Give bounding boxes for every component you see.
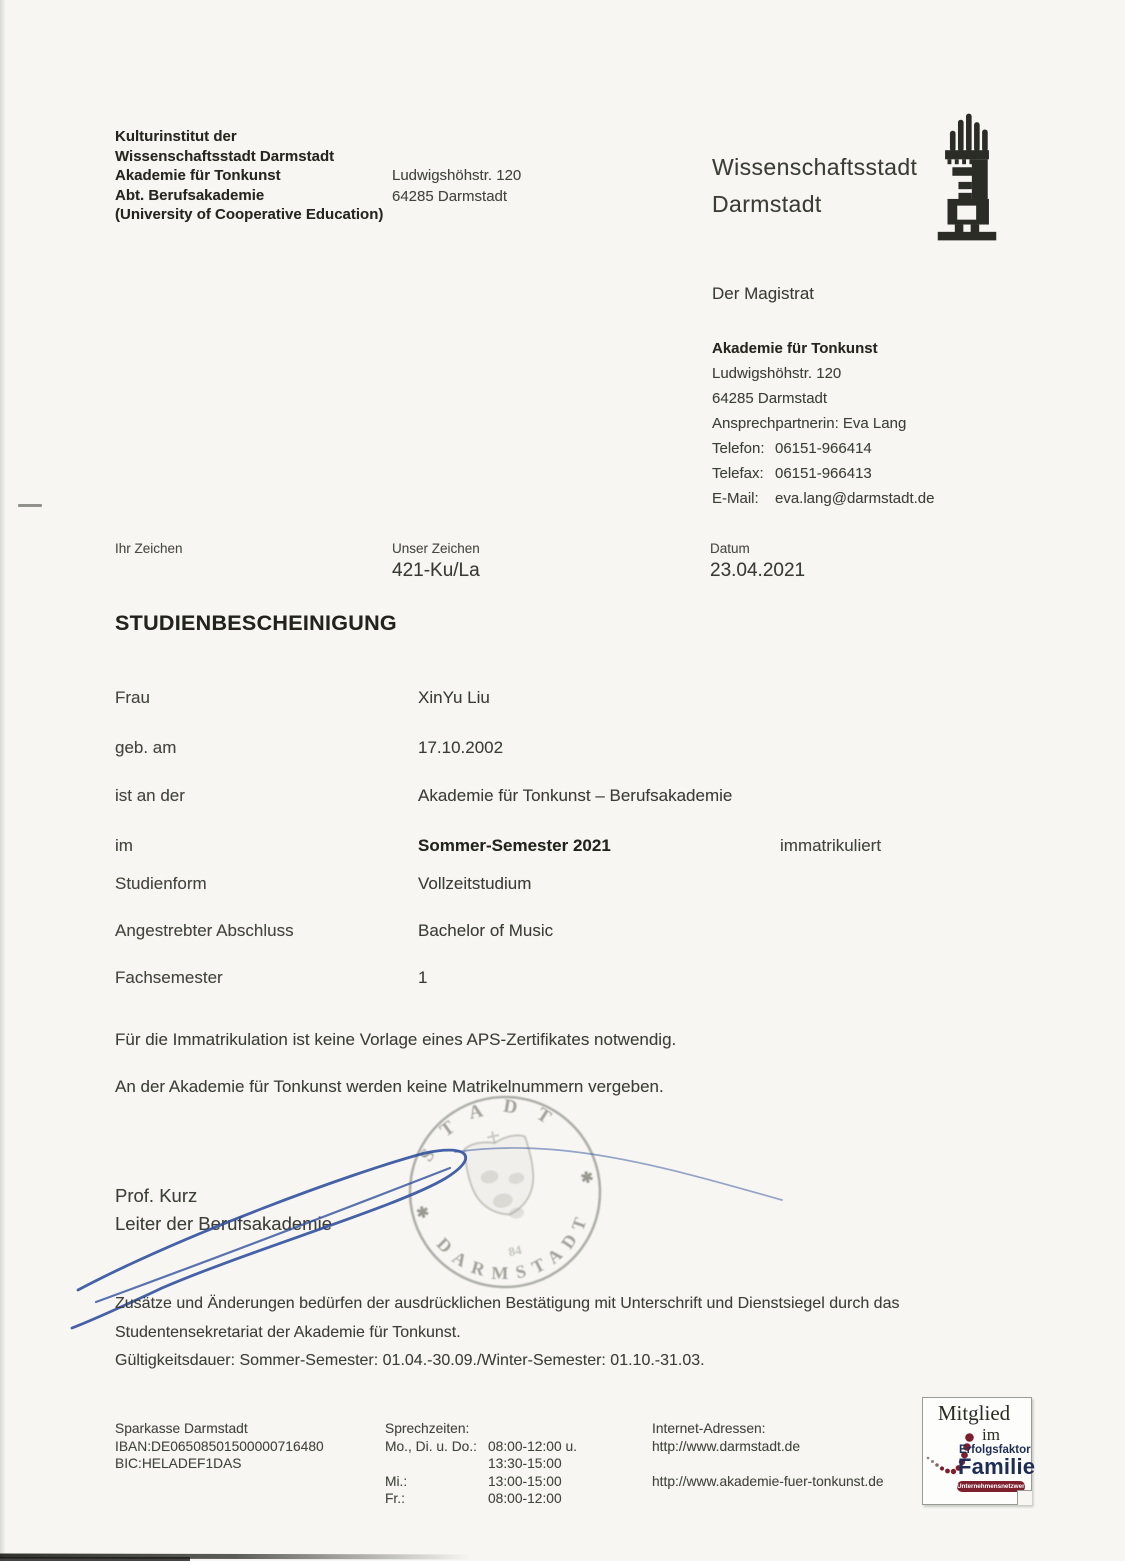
hours-time: 13:00-15:00 [488, 1473, 562, 1489]
contact-street: Ludwigshöhstr. 120 [712, 365, 842, 382]
contact-person: Ansprechpartnerin: Eva Lang [712, 415, 907, 432]
field-value-semester: Sommer-Semester 2021 [418, 836, 611, 855]
unser-zeichen-label: Unser Zeichen [392, 541, 480, 556]
hours-time: 08:00-12:00 [488, 1491, 562, 1506]
field-label: Fachsemester [115, 968, 223, 987]
sender-line: Abt. Berufsakademie [115, 186, 265, 204]
contact-telefax-row [712, 461, 935, 486]
hours-day: Fr.: [385, 1491, 405, 1506]
immatrikuliert-text: immatrikuliert [780, 836, 882, 855]
badge-im-text: im [982, 1425, 1000, 1444]
field-row [0, 874, 1125, 904]
field-label: geb. am [115, 738, 177, 757]
stamp-star-right: ✱ [579, 1169, 596, 1188]
field-value: XinYu Liu [418, 688, 490, 707]
badge-familie-text: Familie [958, 1454, 1036, 1479]
badge-banner-text: Unternehmensnetzwerk [957, 1483, 1029, 1490]
internet-title: Internet-Adressen: [652, 1421, 766, 1436]
field-label: Frau [115, 688, 150, 707]
field-value: Akademie für Tonkunst – Berufsakademie [418, 786, 733, 805]
email-value: eva.lang@darmstadt.de [775, 490, 935, 507]
contact-city: 64285 Darmstadt [712, 390, 828, 407]
hours-row [385, 1473, 577, 1491]
bank-block [115, 1420, 324, 1473]
field-value: Vollzeitstudium [418, 874, 532, 893]
badge-folded-corner [1017, 1490, 1032, 1505]
footnote-line: Studentensekretariat der Akademie für Tonkunst. [115, 1323, 461, 1341]
fold-mark [18, 504, 42, 507]
contact-email-row [712, 486, 935, 511]
signer-name: Prof. Kurz [115, 1185, 198, 1206]
url-akademie: http://www.akademie-fuer-tonkunst.de [652, 1473, 884, 1489]
sender-line: Akademie für Tonkunst [115, 167, 281, 184]
email-label: E-Mail: [712, 490, 759, 507]
sender-street: Ludwigshöhstr. 120 [392, 167, 522, 184]
darmstadt-tower-logo [928, 112, 1006, 242]
field-label: Angestrebter Abschluss [115, 921, 294, 940]
field-row [0, 688, 1125, 718]
badge-erfolgsfaktor-text: Erfolgsfaktor [959, 1444, 1031, 1456]
sender-line: Wissenschaftsstadt Darmstadt [115, 147, 335, 165]
contact-block [712, 336, 935, 511]
sender-address [392, 165, 521, 207]
stamp-top-text: STADT [416, 1095, 571, 1166]
magistrat-line: Der Magistrat [712, 284, 815, 303]
field-value: Bachelor of Music [418, 921, 554, 940]
stamp-bottom-text: DARMSTADT [432, 1206, 594, 1284]
field-row [0, 738, 1125, 768]
badge-mitglied-text: Mitglied [937, 1401, 1011, 1425]
telefax-value: 06151-966413 [775, 465, 872, 482]
footnote-block [115, 1290, 899, 1376]
aps-paragraph: Für die Immatrikulation ist keine Vorlage eines APS-Zertifikates notwendig. [115, 1030, 677, 1049]
field-value: 1 [418, 968, 428, 987]
contact-telefon-row [712, 436, 935, 461]
bank-iban: IBAN:DE06508501500000716480 [115, 1438, 324, 1454]
url-darmstadt: http://www.darmstadt.de [652, 1438, 800, 1454]
erfolgsfaktor-familie-badge [922, 1397, 1036, 1505]
hours-time: 08:00-12:00 u. [488, 1438, 577, 1454]
datum-value: 23.04.2021 [710, 560, 806, 581]
hours-day: Mo., Di. u. Do.: [385, 1438, 478, 1454]
internet-block [652, 1420, 884, 1490]
stamp-number: 84 [507, 1242, 523, 1260]
telefax-label: Telefax: [712, 465, 764, 482]
footnote-line: Zusätze und Änderungen bedürfen der ausdrücklichen Bestätigung mit Unterschrift und Dienstsiegel durch das [115, 1295, 900, 1312]
hours-row [385, 1455, 577, 1473]
field-row [0, 968, 1125, 998]
field-label: im [115, 836, 133, 855]
scan-bottom-artifact-dark [0, 1557, 190, 1561]
hours-time: 13:30-15:00 [488, 1456, 562, 1471]
page-title: STUDIENBESCHEINIGUNG [115, 611, 397, 635]
field-row [0, 921, 1125, 951]
city-title-line1: Wissenschaftsstadt [712, 154, 918, 180]
sender-city: 64285 Darmstadt [392, 188, 508, 205]
scan-left-edge-shadow [0, 0, 6, 1561]
hours-row [385, 1490, 577, 1508]
matrikel-paragraph: An der Akademie für Tonkunst werden keine Matrikelnummern vergeben. [115, 1077, 664, 1096]
field-label: Studienform [115, 874, 207, 893]
unser-zeichen-value: 421-Ku/La [392, 560, 480, 581]
field-row [0, 786, 1125, 816]
sender-block [115, 127, 383, 225]
footnote-line: Gültigkeitsdauer: Sommer-Semester: 01.04.-30.09./Winter-Semester: 01.10.-31.03. [115, 1352, 705, 1369]
city-title [712, 149, 917, 223]
hours-title: Sprechzeiten: [385, 1421, 470, 1436]
field-row [0, 836, 1125, 866]
datum-label: Datum [710, 541, 750, 556]
stamp-star-left: ✱ [415, 1204, 431, 1223]
city-title-line2: Darmstadt [712, 191, 822, 217]
bank-bic: BIC:HELADEF1DAS [115, 1456, 242, 1471]
hours-day: Mi.: [385, 1473, 408, 1489]
field-label: ist an der [115, 786, 185, 805]
sender-line: (University of Cooperative Education) [115, 206, 384, 223]
field-value: 17.10.2002 [418, 738, 504, 757]
office-hours-block [385, 1420, 577, 1508]
signer-role: Leiter der Berufsakademie [115, 1213, 332, 1234]
hours-row [385, 1438, 577, 1456]
sender-line: Kulturinstitut der [115, 128, 237, 145]
bank-name: Sparkasse Darmstadt [115, 1421, 248, 1436]
telefon-value: 06151-966414 [775, 440, 872, 457]
telefon-label: Telefon: [712, 440, 765, 457]
ihr-zeichen-label: Ihr Zeichen [115, 541, 183, 556]
contact-name: Akademie für Tonkunst [712, 340, 878, 357]
